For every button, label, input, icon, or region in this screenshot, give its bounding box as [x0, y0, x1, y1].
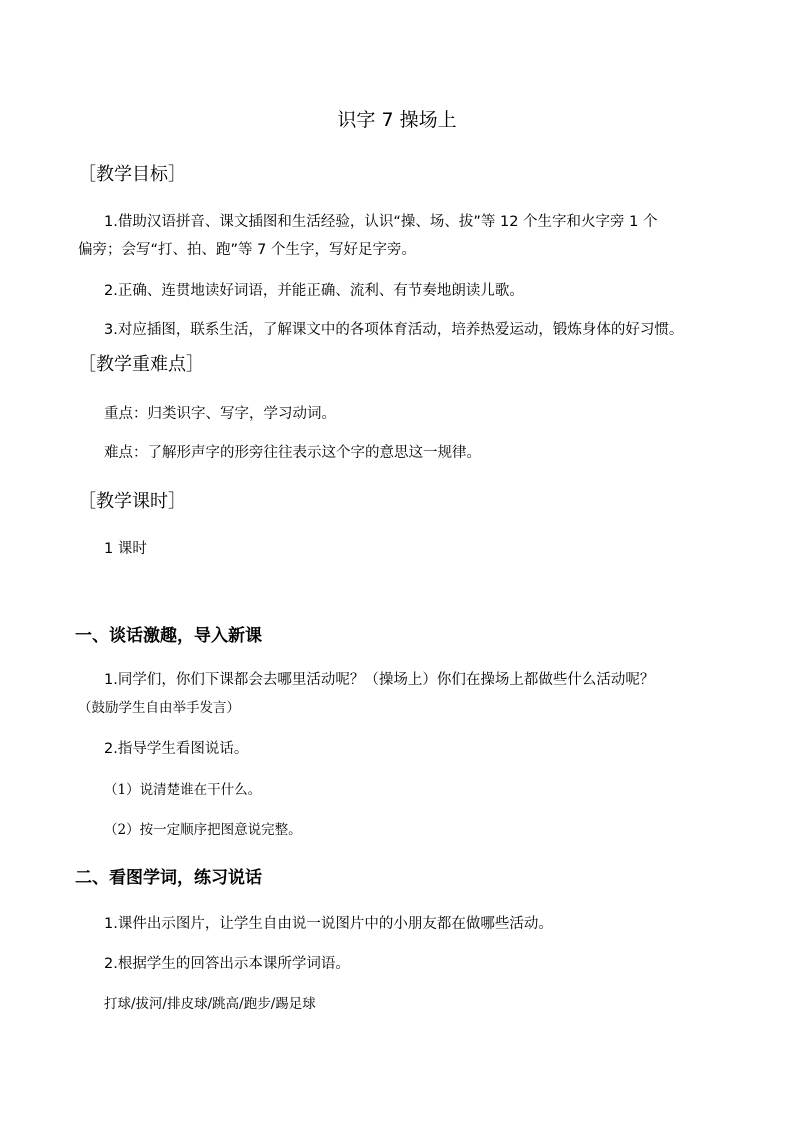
section-2-heading: 二、看图学词，练习说话	[75, 868, 262, 888]
document-title: 识字 7 操场上	[337, 109, 457, 131]
section-2-words: 打球/拔河/排皮球/跳高/跑步/踢足球	[104, 996, 316, 1012]
goals-heading: ［教学目标］	[78, 164, 186, 185]
goal-item-2: 2.正确、连贯地读好词语，并能正确、流利、有节奏地朗读儿歌。	[104, 283, 524, 299]
keypoints-heading: ［教学重难点］	[78, 354, 204, 375]
hours-value: 1 课时	[104, 541, 147, 557]
goal-item-1-line-1: 1.借助汉语拼音、课文插图和生活经验，认识“操、场、拔”等 12 个生字和火字旁 1 个	[104, 214, 658, 230]
goal-item-1-line-2: 偏旁；会写“打、拍、跑”等 7 个生字，写好足字旁。	[78, 242, 416, 258]
section-2-item-2: 2.根据学生的回答出示本课所学词语。	[104, 956, 350, 972]
keypoint-focus: 重点：归类识字、写字，学习动词。	[104, 406, 336, 422]
section-1-sub-1: （1）说清楚谁在干什么。	[104, 782, 262, 798]
section-1-sub-2: （2）按一定顺序把图意说完整。	[104, 822, 302, 838]
goal-item-3: 3.对应插图，联系生活，了解课文中的各项体育活动，培养热爱运动，锻炼身体的好习惯。	[104, 322, 684, 338]
section-1-heading: 一、谈话激趣，导入新课	[75, 626, 262, 646]
section-1-item-1-line-2: （鼓励学生自由举手发言）	[78, 700, 240, 716]
section-1-item-2: 2.指导学生看图说话。	[104, 741, 249, 757]
section-2-item-1: 1.课件出示图片，让学生自由说一说图片中的小朋友都在做哪些活动。	[104, 916, 553, 932]
section-1-item-1-line-1: 1.同学们，你们下课都会去哪里活动呢？（操场上）你们在操场上都做些什么活动呢？	[104, 672, 655, 688]
keypoint-difficulty: 难点：了解形声字的形旁往往表示这个字的意思这一规律。	[104, 445, 481, 461]
hours-heading: ［教学课时］	[78, 491, 186, 512]
